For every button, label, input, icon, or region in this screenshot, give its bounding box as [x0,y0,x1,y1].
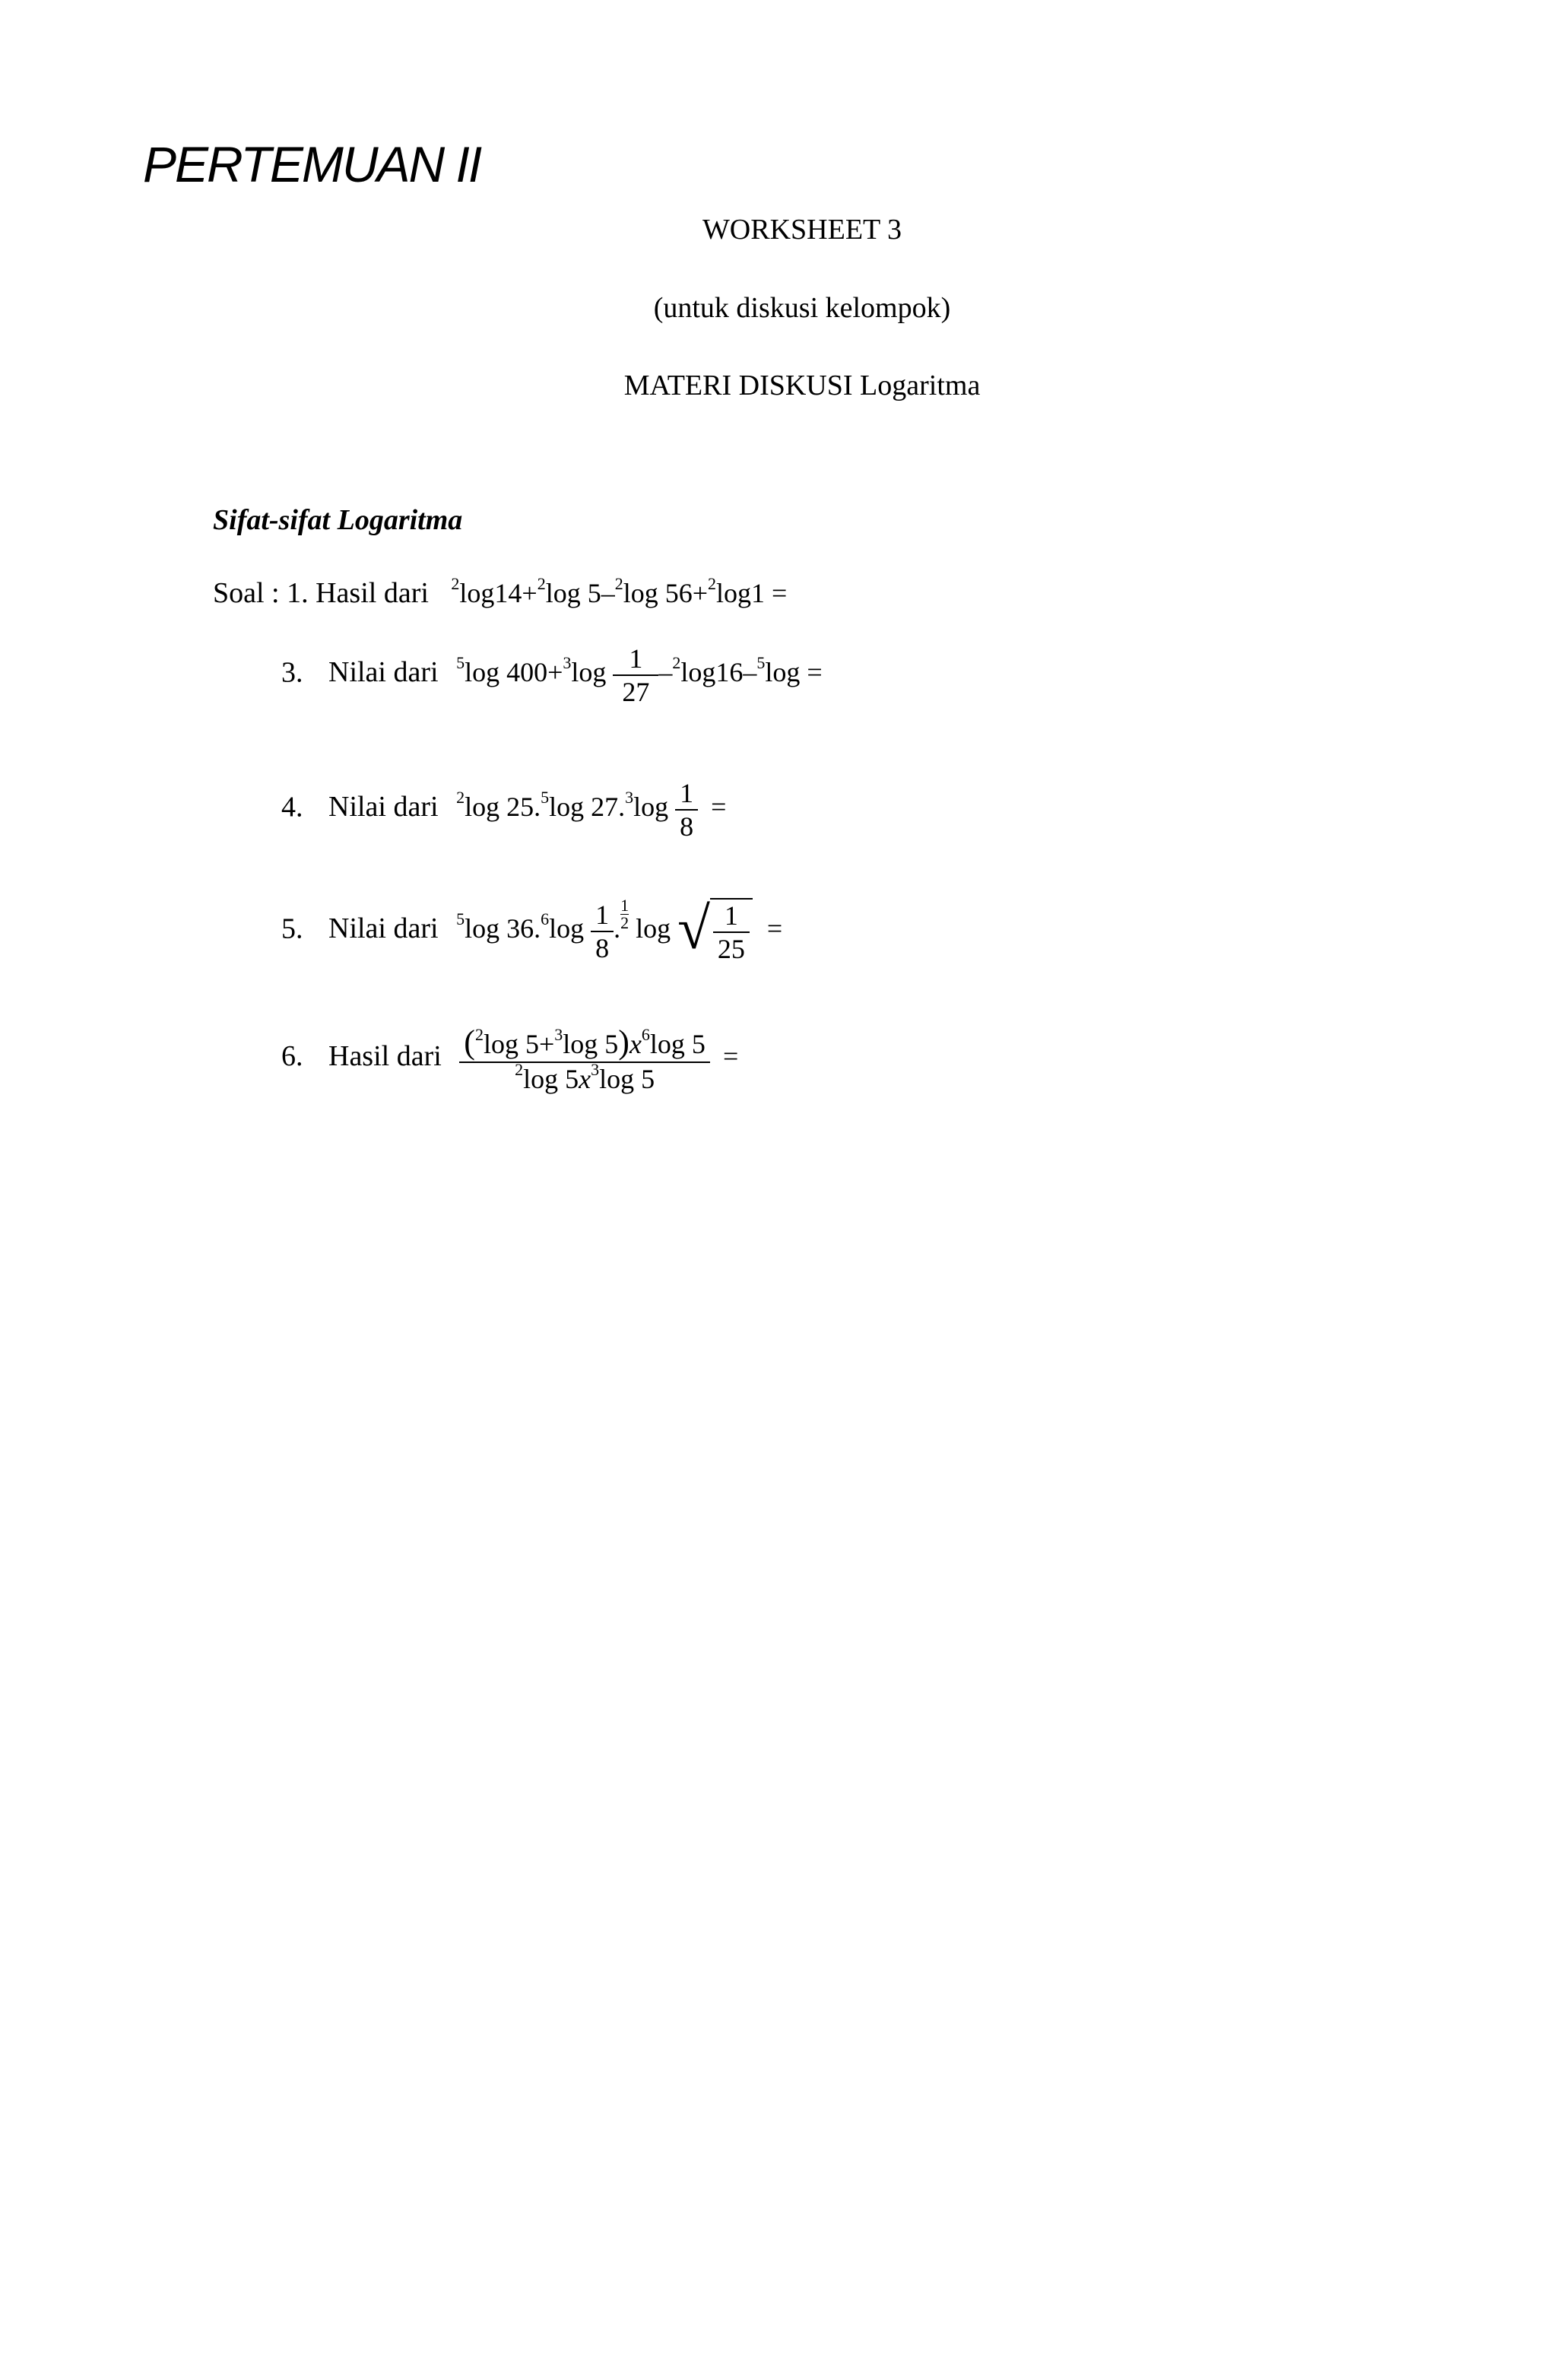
question-5 [281,897,782,966]
page-heading: PERTEMUAN II [143,136,481,192]
question-1-prefix: Soal : 1. Hasil dari [213,577,429,609]
question-4-number: 4. [281,791,303,823]
fraction-1-8: $\frac{1}{8}$ [591,899,614,964]
worksheet-topic: MATERI DISKUSI Logaritma [623,370,981,401]
worksheet-title: WORKSHEET 3 [702,214,902,246]
fraction-1-25: $\frac{1}{25}$ [713,900,750,965]
question-3-expression: $^5$log 400+$^3$log $\frac{1}{27}$ –$^2$log16–$^5$log = [456,643,823,707]
question-3-label: Nilai dari [328,656,439,689]
question-1 [213,576,787,610]
question-6 [281,1023,738,1095]
question-6-label: Hasil dari [328,1039,442,1072]
fraction-1-2-base: $\frac{1}{2}$ [620,896,629,932]
fraction-expression: $\frac{(^2\log 5+^3\log 5)x^6\log 5}{^2\log 5x^3\log 5}$ [459,1023,710,1095]
question-6-expression: $\frac{(^2\log 5+^3\log 5)x^6\log 5}{^2\log 5x^3\log 5}$ = [459,1041,738,1071]
question-5-number: 5. [281,912,303,945]
question-5-expression: $^5$log 36.$^6$log $\frac{1}{8}$ $.\frac{1}{2}$ log √ $\frac{1}{25}$ = [456,895,783,964]
question-1-expression: $^2$log14+$^2$log 5–$^2$log 56+$^2$log1 = [451,574,788,608]
question-4 [281,777,726,843]
question-3 [281,643,823,708]
worksheet-subtitle: (untuk diskusi kelompok) [653,292,951,324]
question-4-label: Nilai dari [328,791,439,823]
question-6-number: 6. [281,1039,303,1072]
section-title: Sifat-sifat Logaritma [213,504,463,536]
fraction-1-8: $\frac{1}{8}$ [675,777,698,843]
question-5-label: Nilai dari [328,912,439,945]
fraction-1-27: $\frac{1}{27}$ [613,643,658,708]
question-3-number: 3. [281,656,303,689]
question-4-expression: $^2$log 25.$^5$log 27.$^3$log $\frac{1}{8}$ = [456,778,727,842]
square-root: √ $\frac{1}{25}$ [677,897,753,966]
